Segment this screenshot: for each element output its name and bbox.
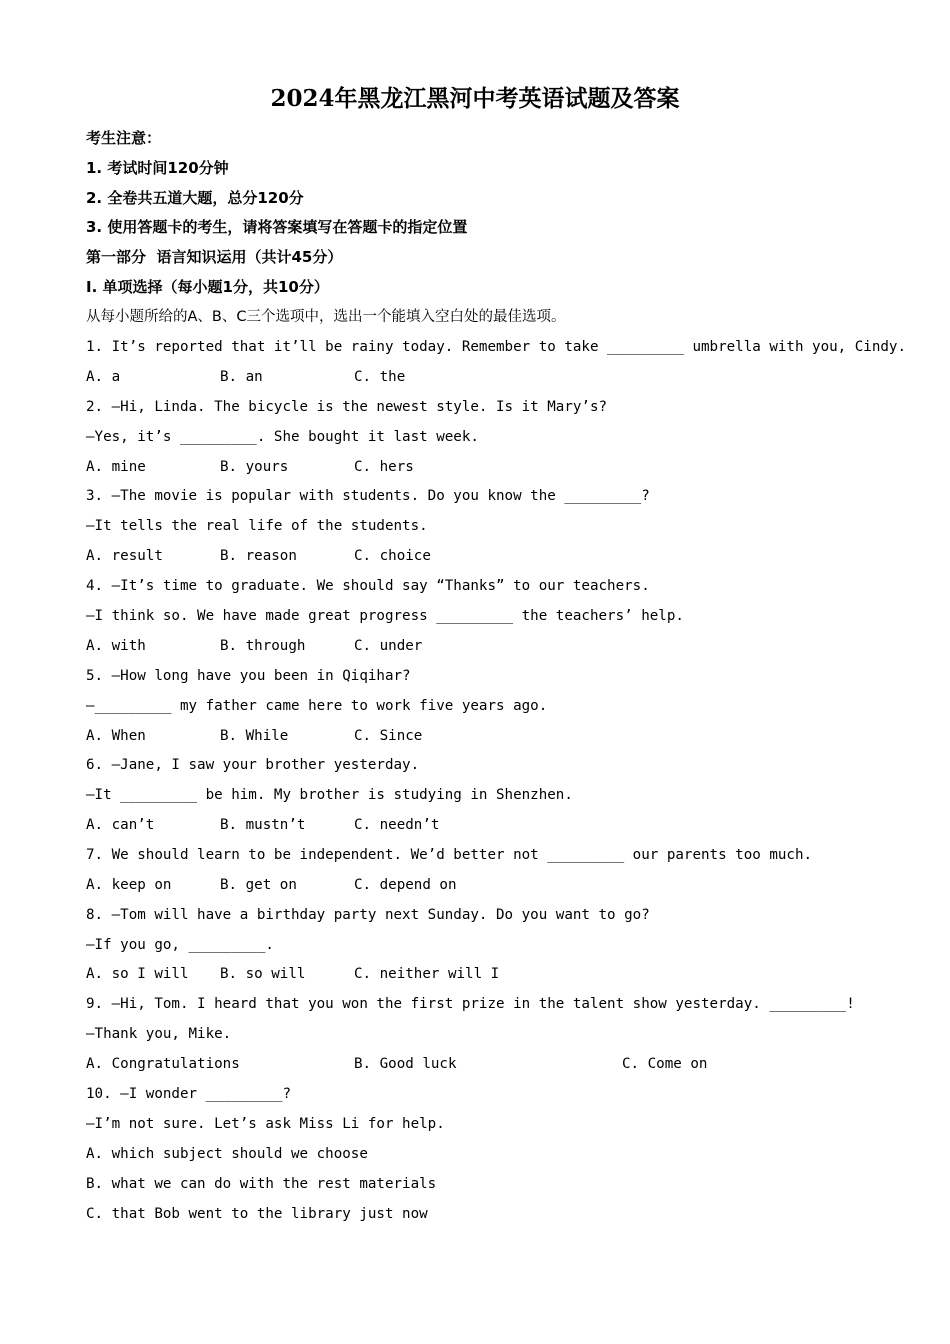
page-title: 2024年黑龙江黑河中考英语试题及答案: [270, 85, 680, 112]
option-c: C. the: [354, 369, 406, 385]
option-c: C. choice: [354, 548, 431, 564]
question-stem: 6. —Jane, I saw your brother yesterday.: [86, 757, 420, 773]
option-b: B. through: [220, 638, 306, 654]
option-c: C. under: [354, 638, 423, 654]
option-a: A. keep on: [86, 877, 172, 893]
section-heading: I. 单项选择（每小题1分，共10分）: [86, 278, 329, 296]
question-dialogue: —It _________ be him. My brother is studying in Shenzhen.: [86, 787, 573, 803]
option-b: B. reason: [220, 548, 297, 564]
question-stem: 8. —Tom will have a birthday party next Sunday. Do you want to go?: [86, 907, 650, 923]
option-c: C. needn’t: [354, 817, 440, 833]
part-heading: 第一部分 语言知识运用（共计45分）: [86, 248, 343, 266]
question-dialogue: —I think so. We have made great progress _________ the teachers’ help.: [86, 608, 684, 624]
question-dialogue: —If you go, _________.: [86, 937, 274, 953]
question-stem: 4. —It’s time to graduate. We should say “Thanks” to our teachers.: [86, 578, 650, 594]
question-dialogue: —Yes, it’s _________. She bought it last week.: [86, 429, 479, 445]
option-b: B. get on: [220, 877, 297, 893]
option-a: A. When: [86, 728, 146, 744]
question-dialogue: —_________ my father came here to work five years ago.: [86, 698, 548, 714]
notice-item: 2. 全卷共五道大题，总分120分: [86, 189, 304, 207]
option-a: A. a: [86, 369, 121, 385]
option-c: C. Since: [354, 728, 423, 744]
option-c: C. hers: [354, 459, 414, 475]
question-dialogue: —It tells the real life of the students.: [86, 518, 428, 534]
option-a: A. with: [86, 638, 146, 654]
question-stem: 9. —Hi, Tom. I heard that you won the first prize in the talent show yesterday. _________!: [86, 996, 855, 1012]
notice-heading: 考生注意：: [86, 129, 162, 147]
option-a: A. can’t: [86, 817, 155, 833]
option-a: A. mine: [86, 459, 146, 475]
question-stem: 5. —How long have you been in Qiqihar?: [86, 668, 411, 684]
question-dialogue: —I’m not sure. Let’s ask Miss Li for help.: [86, 1116, 445, 1132]
option-c: C. Come on: [622, 1056, 708, 1072]
notice-item: 1. 考试时间120分钟: [86, 159, 229, 177]
question-dialogue: —Thank you, Mike.: [86, 1026, 232, 1042]
option-b: B. While: [220, 728, 289, 744]
section-instruction: 从每小题所给的A、B、C三个选项中，选出一个能填入空白处的最佳选项。: [86, 309, 566, 325]
option-a: A. result: [86, 548, 163, 564]
option-c: C. that Bob went to the library just now: [86, 1206, 428, 1222]
question-stem: 10. —I wonder _________?: [86, 1086, 291, 1102]
option-b: B. so will: [220, 966, 306, 982]
option-a: A. Congratulations: [86, 1056, 240, 1072]
option-b: B. mustn’t: [220, 817, 306, 833]
question-stem: 3. —The movie is popular with students. Do you know the _________?: [86, 488, 650, 504]
question-stem: 1. It’s reported that it’ll be rainy today. Remember to take _________ umbrella with you, Cindy.: [86, 339, 906, 355]
option-c: C. depend on: [354, 877, 457, 893]
question-stem: 2. —Hi, Linda. The bicycle is the newest style. Is it Mary’s?: [86, 399, 608, 415]
option-b: B. yours: [220, 459, 289, 475]
question-stem: 7. We should learn to be independent. We’d better not _________ our parents too much.: [86, 847, 813, 863]
option-b: B. an: [220, 369, 263, 385]
option-c: C. neither will I: [354, 966, 500, 982]
option-b: B. what we can do with the rest materials: [86, 1176, 437, 1192]
option-b: B. Good luck: [354, 1056, 457, 1072]
notice-item: 3. 使用答题卡的考生，请将答案填写在答题卡的指定位置: [86, 218, 468, 236]
option-a: A. which subject should we choose: [86, 1146, 368, 1162]
option-a: A. so I will: [86, 966, 189, 982]
